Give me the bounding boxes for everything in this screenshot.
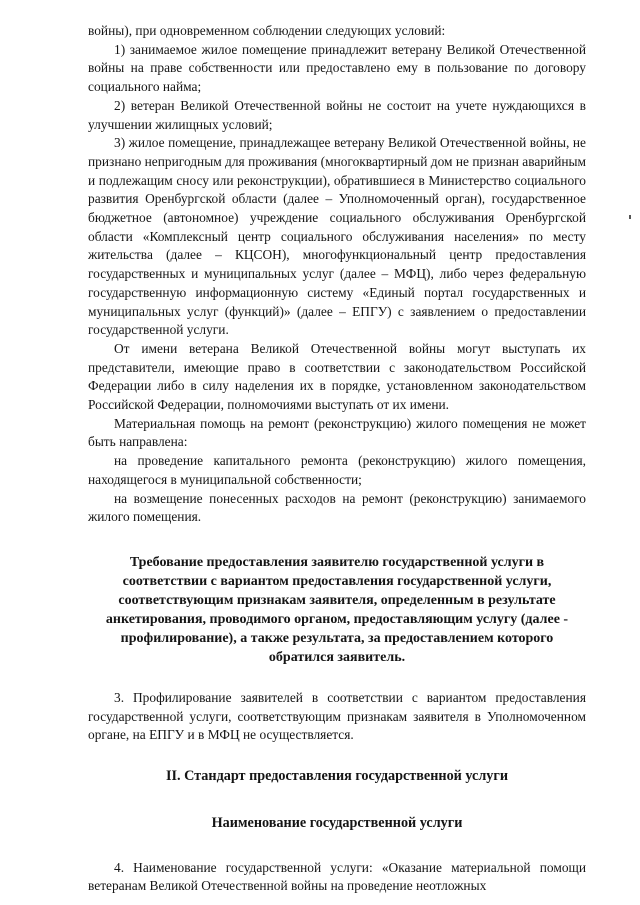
exclusion-2: на возмещение понесенных расходов на ремонт (реконструкцию) занимаемого жилого помещения. xyxy=(88,490,586,525)
representatives-paragraph: От имени ветерана Великой Отечественной войны могут выступать их представители, имеющие право в соответствии с законодательством Российской Федерации либо в силу наделения их в порядке, установленном законодательством Российской Федерации, полномочиями выступать от их имени. xyxy=(88,340,586,413)
paragraph-continuation: войны), при одновременном соблюдении следующих условий: xyxy=(88,23,446,38)
section-title: II. Стандарт предоставления государственной услуги xyxy=(165,768,509,785)
condition-3: 3) жилое помещение, принадлежащее ветерану Великой Отечественной войны, не признано непригодным для проживания (многоквартирный дом не признан аварийным и подлежащим сносу или реконструкции), обратившиеся в Министерство социального развития Оренбургской области (далее – Уполномоченный орган), государственное бюджетное (автономное) учреждение социального обслуживания Оренбургской области «Комплексный центр социального обслуживания населения» по месту жительства (далее – КЦСОН), многофункциональный центр предоставления государственных и муниципальных услуг (далее – МФЦ), либо через федеральную государственную информационную систему «Единый портал государственных и муниципальных услуг (функций)» (далее – ЕПГУ) с заявлением о предоставлении государственной услуги. xyxy=(88,135,586,338)
material-aid-paragraph: Материальная помощь на ремонт (реконструкцию) жилого помещения не может быть направлена: xyxy=(88,415,586,450)
condition-1: 1) занимаемое жилое помещение принадлежит ветерану Великой Отечественной войны на праве собственности или предоставлено ему в пользование по договору социального найма; xyxy=(88,41,586,95)
item-4-paragraph: 4. Наименование государственной услуги: «Оказание материальной помощи ветеранам Великой Отечественной войны на проведение неотложных xyxy=(88,859,586,894)
condition-2: 2) ветеран Великой Отечественной войны не состоит на учете нуждающихся в улучшении жилищных условий; xyxy=(88,97,586,132)
item-3-paragraph: 3. Профилирование заявителей в соответствии с вариантом предоставления государственной услуги, соответствующим признакам заявителя в Уполномоченном органе, на ЕПГУ и в МФЦ не осуществляется. xyxy=(88,689,586,743)
exclusion-1: на проведение капитального ремонта (реконструкцию) жилого помещения, находящегося в муниципальной собственности; xyxy=(88,453,586,487)
scan-mark xyxy=(629,215,631,219)
subsection-title: Наименование государственной услуги xyxy=(211,814,463,831)
document-body xyxy=(88,22,586,896)
requirement-heading: Требование предоставления заявителю государственной услуги в соответствии с вариантом предоставления государственной услуги, соответствующим признакам заявителя, определенным в результате анкетирования, проводимого органом, предоставляющим услугу (далее - профилирование), а также результата, за предоставлением которого обратился заявитель. xyxy=(105,554,569,665)
requirement-heading-block xyxy=(88,553,586,667)
